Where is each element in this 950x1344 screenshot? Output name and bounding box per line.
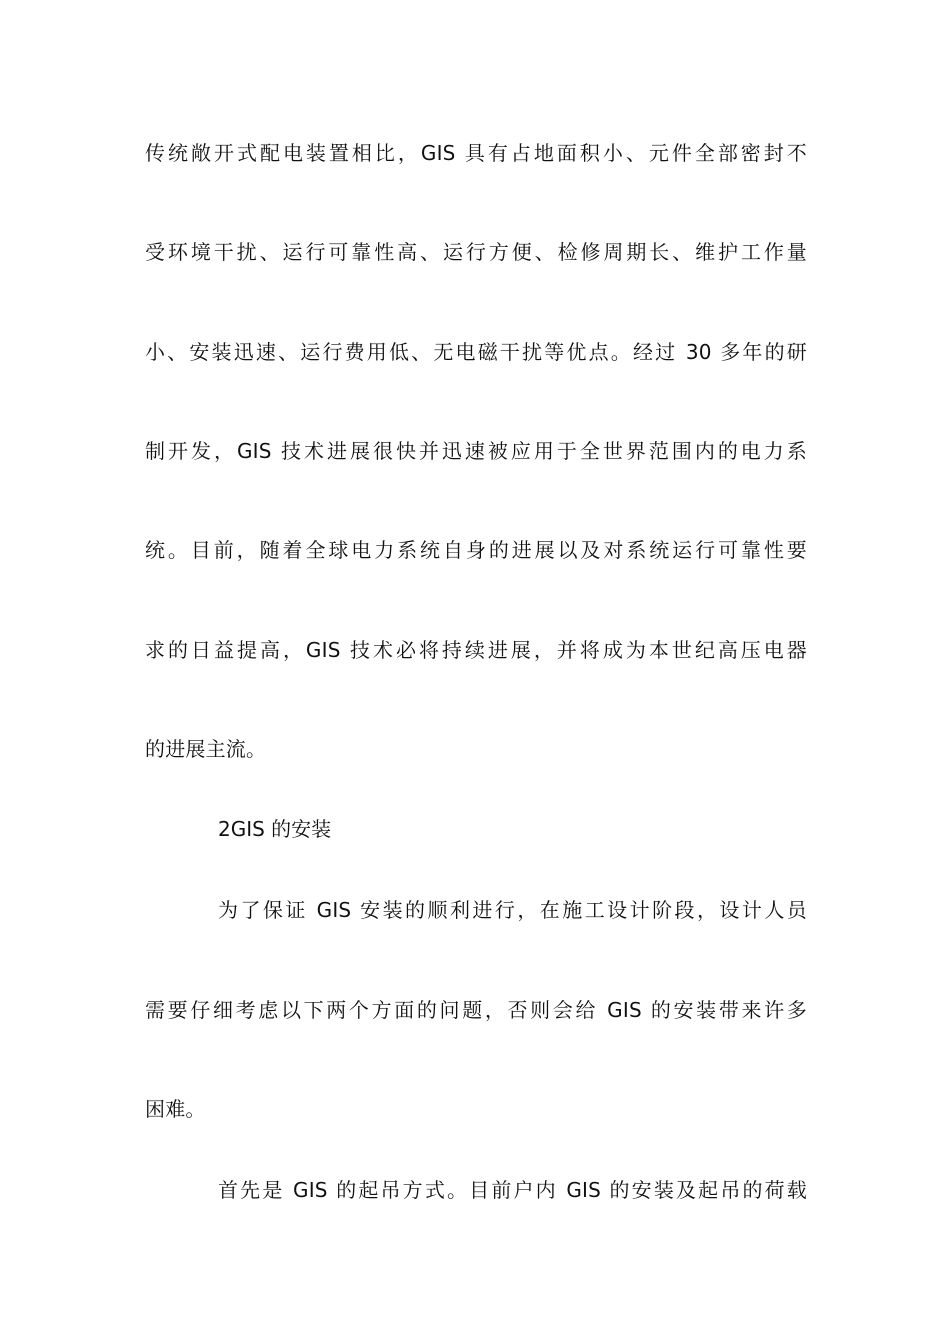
paragraph-1-line-2: 受环境干扰、运行可靠性高、运行方便、检修周期长、维护工作量 xyxy=(145,240,807,264)
paragraph-1-line-4: 制开发，GIS 技术进展很快并迅速被应用于全世界范围内的电力系 xyxy=(145,439,807,463)
paragraph-3-line-1: 首先是 GIS 的起吊方式。目前户内 GIS 的安装及起吊的荷载 xyxy=(218,1178,807,1202)
section-heading: 2GIS 的安装 xyxy=(218,817,332,841)
paragraph-2-line-1: 为了保证 GIS 安装的顺利进行，在施工设计阶段，设计人员 xyxy=(218,898,807,922)
paragraph-1-line-6: 求的日益提高，GIS 技术必将持续进展，并将成为本世纪高压电器 xyxy=(145,638,807,662)
paragraph-1-line-7: 的进展主流。 xyxy=(145,737,267,761)
paragraph-2-line-2: 需要仔细考虑以下两个方面的问题，否则会给 GIS 的安装带来许多 xyxy=(145,998,807,1022)
paragraph-1-line-3: 小、安装迅速、运行费用低、无电磁干扰等优点。经过 30 多年的研 xyxy=(145,340,807,364)
paragraph-1-line-1: 传统敞开式配电装置相比，GIS 具有占地面积小、元件全部密封不 xyxy=(145,141,807,165)
paragraph-2-line-3: 困难。 xyxy=(145,1097,206,1121)
paragraph-1-line-5: 统。目前，随着全球电力系统自身的进展以及对系统运行可靠性要 xyxy=(145,538,807,562)
